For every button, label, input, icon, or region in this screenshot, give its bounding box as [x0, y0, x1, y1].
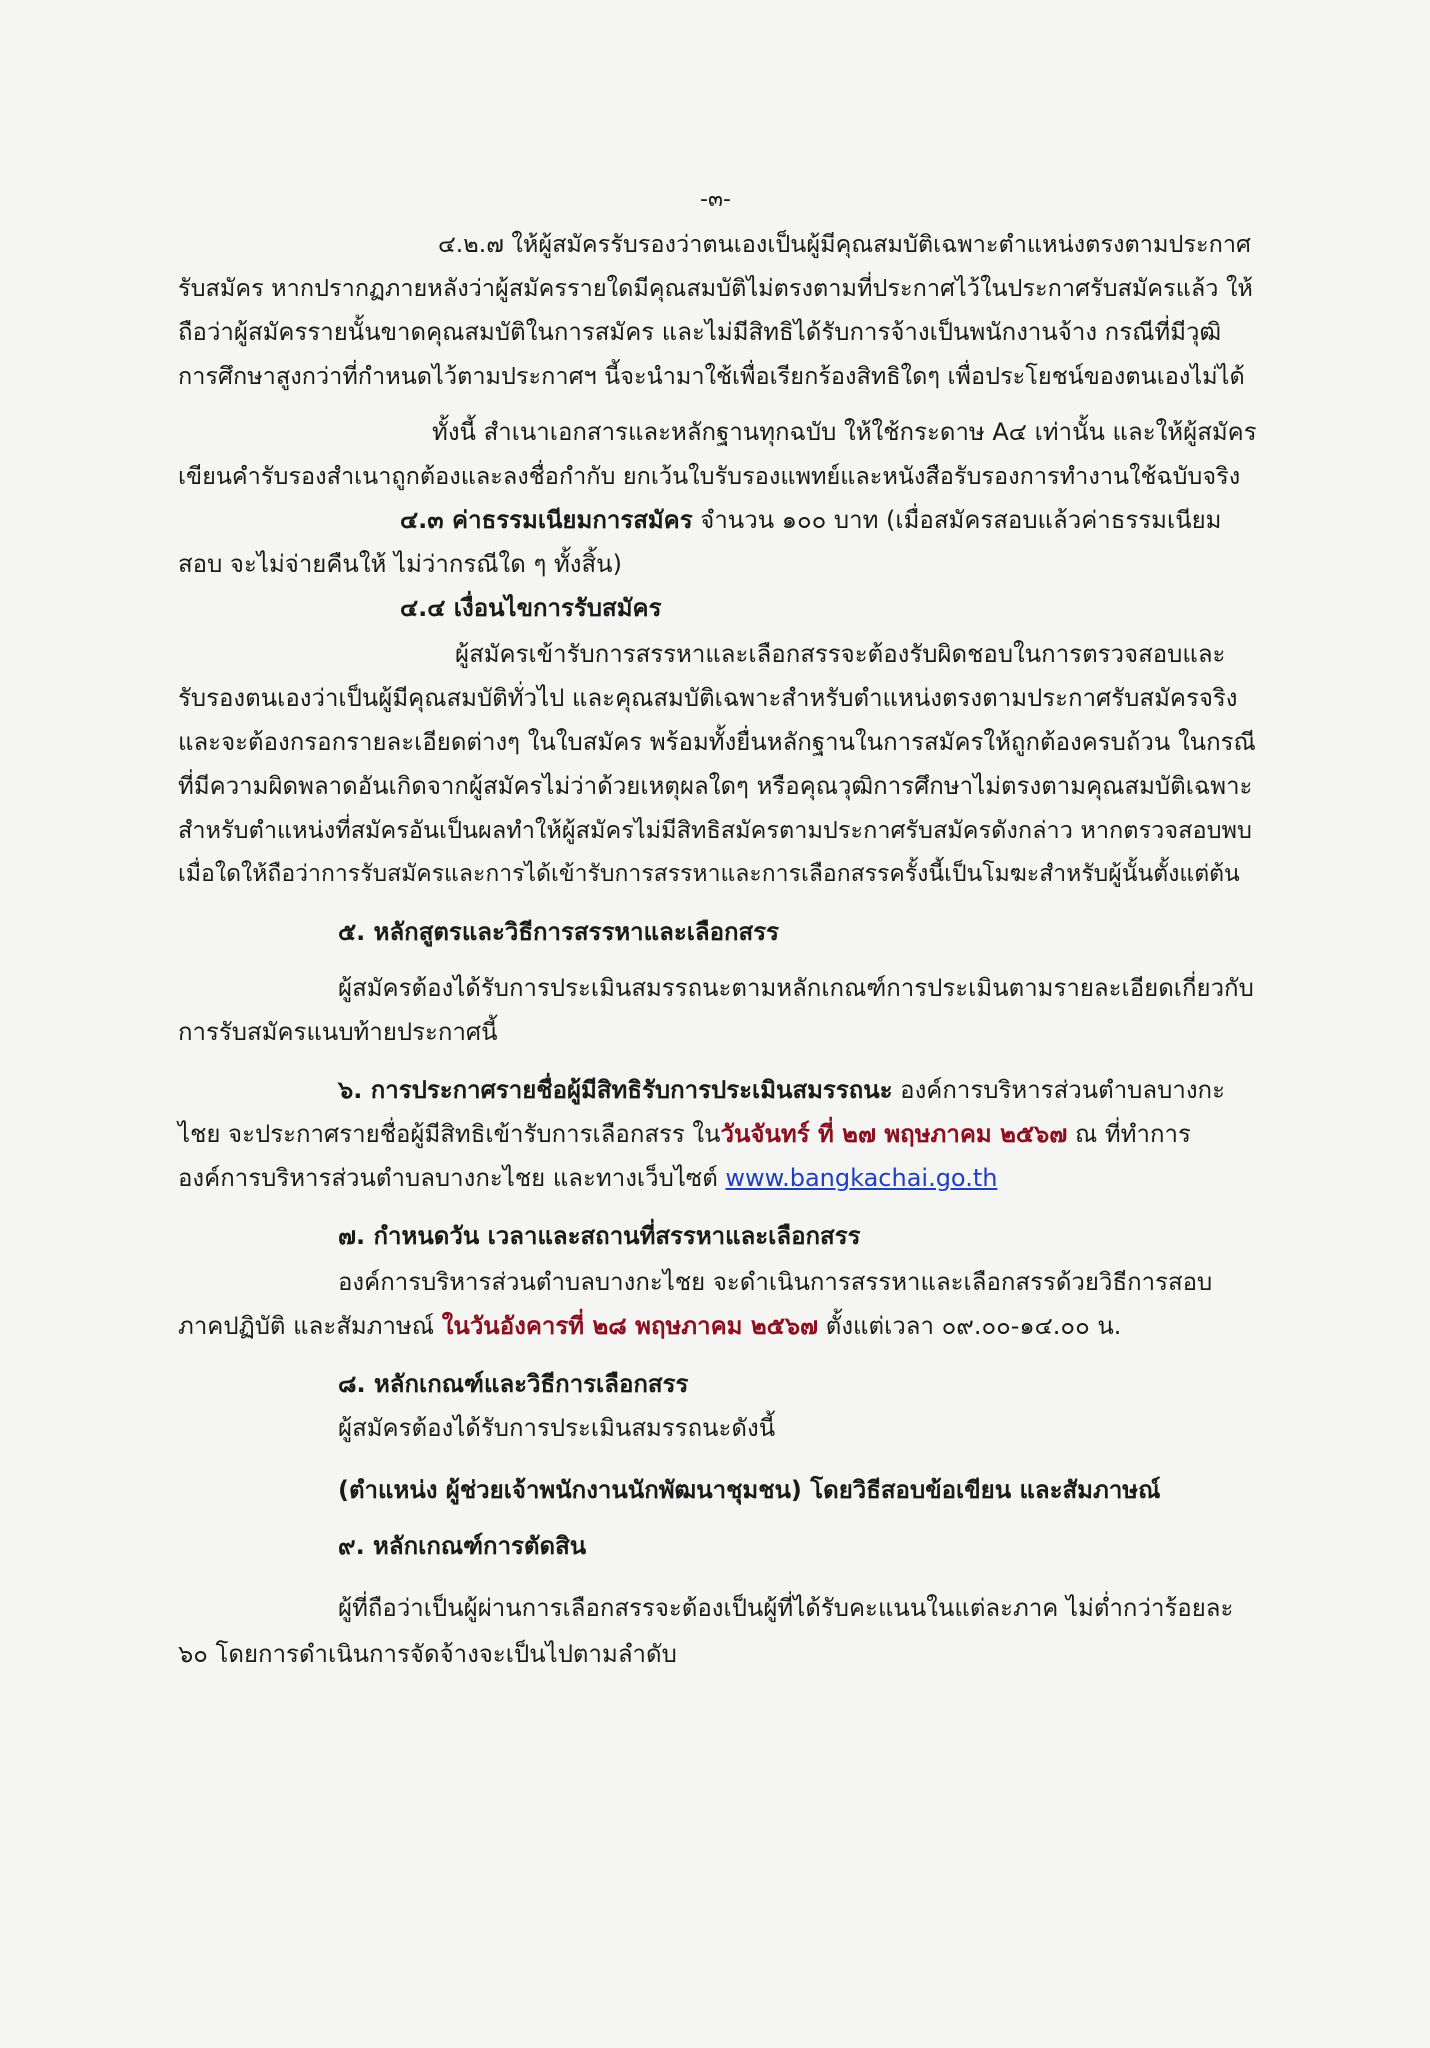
- paragraph-line: [178, 1306, 1121, 1346]
- paragraph-line: ๔.๒.๗ ให้ผู้สมัครรับรองว่าตนเองเป็นผู้มีคุณสมบัติเฉพาะตำแหน่งตรงตามประกาศ: [438, 230, 1251, 258]
- inline-text: ตั้งแต่เวลา ๐๙.๐๐-๑๔.๐๐ น.: [818, 1312, 1122, 1340]
- position-line: (ตำแหน่ง ผู้ช่วยเจ้าพนักงานนักพัฒนาชุมชน) โดยวิธีสอบข้อเขียน และสัมภาษณ์: [338, 1476, 1161, 1504]
- inline-text: จำนวน ๑๐๐ บาท (เมื่อสมัครสอบแล้วค่าธรรมเนียม: [692, 506, 1222, 534]
- section-heading: ๘. หลักเกณฑ์และวิธีการเลือกสรร: [338, 1370, 689, 1398]
- paragraph-line: [338, 1070, 1225, 1110]
- paragraph-line: ผู้ที่ถือว่าเป็นผู้ผ่านการเลือกสรรจะต้องเป็นผู้ที่ได้รับคะแนนในแต่ละภาค ไม่ต่ำกว่าร้อยละ: [338, 1594, 1234, 1622]
- paragraph-line: ที่มีความผิดพลาดอันเกิดจากผู้สมัครไม่ว่าด้วยเหตุผลใดๆ หรือคุณวุฒิการศึกษาไม่ตรงตามคุณสมบัติเฉพาะ: [178, 772, 1253, 800]
- section-heading: ๙. หลักเกณฑ์การตัดสิน: [338, 1532, 587, 1560]
- section-heading: ๖. การประกาศรายชื่อผู้มีสิทธิรับการประเมินสมรรถนะ: [338, 1076, 893, 1104]
- paragraph-line: รับรองตนเองว่าเป็นผู้มีคุณสมบัติทั่วไป และคุณสมบัติเฉพาะสำหรับตำแหน่งตรงตามประกาศรับสมัครจริง: [178, 684, 1238, 712]
- paragraph-line: สำหรับตำแหน่งที่สมัครอันเป็นผลทำให้ผู้สมัครไม่มีสิทธิสมัครตามประกาศรับสมัครดังกล่าว หากตรวจสอบพบ: [178, 816, 1252, 844]
- paragraph-line: ทั้งนี้ สำเนาเอกสารและหลักฐานทุกฉบับ ให้ใช้กระดาษ A๔ เท่านั้น และให้ผู้สมัคร: [432, 418, 1257, 446]
- paragraph-line: [178, 1114, 1191, 1154]
- website-link[interactable]: www.bangkachai.go.th: [725, 1164, 998, 1192]
- inline-text: ภาคปฏิบัติ และสัมภาษณ์: [178, 1312, 442, 1340]
- paragraph-line: ผู้สมัครต้องได้รับการประเมินสมรรถนะดังนี้: [338, 1414, 776, 1442]
- inline-text: ณ ที่ทำการ: [1067, 1120, 1191, 1148]
- page-number: -๓-: [700, 187, 731, 212]
- paragraph-line: เมื่อใดให้ถือว่าการรับสมัครและการได้เข้ารับการสรรหาและการเลือกสรรครั้งนี้เป็นโมฆะสำหรับผู้นั้นตั้งแต่ต้น: [178, 861, 1240, 887]
- inline-text: ไชย จะประกาศรายชื่อผู้มีสิทธิเข้ารับการเลือกสรร ใน: [178, 1120, 721, 1148]
- paragraph-line: [400, 500, 1221, 540]
- paragraph-line: สอบ จะไม่จ่ายคืนให้ ไม่ว่ากรณีใด ๆ ทั้งสิ้น): [178, 550, 622, 578]
- paragraph-line: การรับสมัครแนบท้ายประกาศนี้: [178, 1018, 498, 1046]
- paragraph-line: ๖๐ โดยการดำเนินการจัดจ้างจะเป็นไปตามลำดับ: [178, 1640, 677, 1668]
- paragraph-line: องค์การบริหารส่วนตำบลบางกะไชย จะดำเนินการสรรหาและเลือกสรรด้วยวิธีการสอบ: [338, 1268, 1213, 1296]
- paragraph-line: ผู้สมัครเข้ารับการสรรหาและเลือกสรรจะต้องรับผิดชอบในการตรวจสอบและ: [455, 640, 1226, 668]
- section-heading: ๔.๓ ค่าธรรมเนียมการสมัคร: [400, 506, 693, 534]
- announcement-date: วันจันทร์ ที่ ๒๗ พฤษภาคม ๒๕๖๗: [720, 1120, 1068, 1148]
- paragraph-line: การศึกษาสูงกว่าที่กำหนดไว้ตามประกาศฯ นี้จะนำมาใช้เพื่อเรียกร้องสิทธิใดๆ เพื่อประโยชน์ของตนเองไม่ได้: [178, 362, 1245, 390]
- paragraph-line: [178, 1158, 997, 1198]
- paragraph-line: เขียนคำรับรองสำเนาถูกต้องและลงชื่อกำกับ ยกเว้นใบรับรองแพทย์และหนังสือรับรองการทำงานใช้ฉบับจริง: [178, 462, 1241, 490]
- paragraph-line: และจะต้องกรอกรายละเอียดต่างๆ ในใบสมัคร พร้อมทั้งยื่นหลักฐานในการสมัครให้ถูกต้องครบถ้วน ในกรณี: [178, 728, 1256, 756]
- section-heading: ๕. หลักสูตรและวิธีการสรรหาและเลือกสรร: [338, 918, 779, 946]
- section-heading: ๗. กำหนดวัน เวลาและสถานที่สรรหาและเลือกสรร: [338, 1222, 861, 1250]
- paragraph-line: ผู้สมัครต้องได้รับการประเมินสมรรถนะตามหลักเกณฑ์การประเมินตามรายละเอียดเกี่ยวกับ: [338, 974, 1254, 1002]
- exam-date: ในวันอังคารที่ ๒๘ พฤษภาคม ๒๕๖๗: [441, 1312, 819, 1340]
- section-heading: ๔.๔ เงื่อนไขการรับสมัคร: [400, 594, 662, 622]
- paragraph-line: รับสมัคร หากปรากฏภายหลังว่าผู้สมัครรายใดมีคุณสมบัติไม่ตรงตามที่ประกาศไว้ในประกาศรับสมัครแล้ว ให้: [178, 274, 1253, 302]
- inline-text: องค์การบริหารส่วนตำบลบางกะ: [892, 1076, 1225, 1104]
- paragraph-line: ถือว่าผู้สมัครรายนั้นขาดคุณสมบัติในการสมัคร และไม่มีสิทธิได้รับการจ้างเป็นพนักงานจ้าง กรณีที่มีวุฒิ: [178, 318, 1222, 346]
- inline-text: องค์การบริหารส่วนตำบลบางกะไชย และทางเว็บไซต์: [178, 1164, 726, 1192]
